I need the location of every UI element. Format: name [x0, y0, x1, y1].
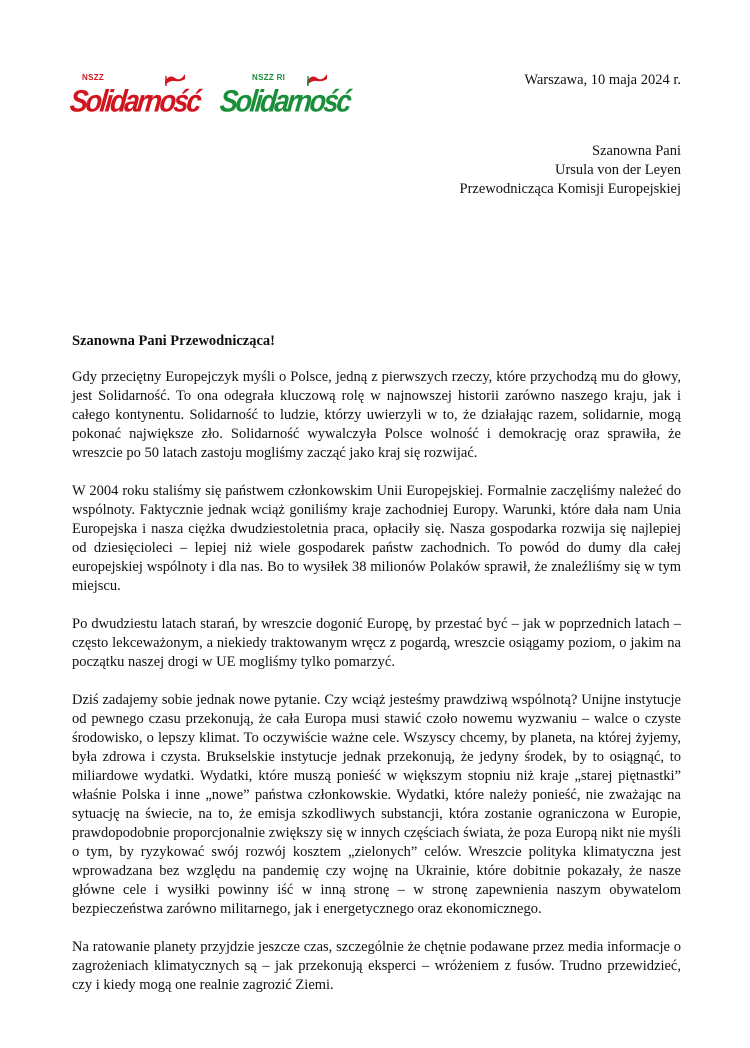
- logo-wordmark: Solidarność: [68, 84, 202, 119]
- salutation: Szanowna Pani Przewodnicząca!: [72, 333, 275, 349]
- solidarnosc-logo: [68, 70, 204, 126]
- logo-label: NSZZ RI: [252, 73, 286, 82]
- body-paragraph: Na ratowanie planety przyjdzie jeszcze czas, szczególnie że chętnie podawane przez media informacje o zagrożeniach klimatycznych są – jak przekonują eksperci – wróżeniem z fusów. Trudno przewidzieć, czy i kiedy mogą one realnie zagrozić Ziemi.: [72, 939, 681, 993]
- body-paragraph: W 2004 roku staliśmy się państwem członkowskim Unii Europejskiej. Formalnie zaczęliśmy należeć do wspólnoty. Faktycznie jednak wciąż goniliśmy kraje zachodniej Europy. Warunki, które dała nam Unia Europejska i nasza ciężka dwudziestoletnia praca, opłaciły się. Nasza gospodarka rozwija się najlepiej od dziesięcioleci – lepiej niż wiele gospodarek państw zachodnich. To powód do dumy dla całej europejskiej wspólnoty i dla nas. Bo to wysiłek 38 milionów Polaków sprawił, że znaleźliśmy się w tym miejscu.: [72, 483, 681, 594]
- body-paragraph: Gdy przeciętny Europejczyk myśli o Polsce, jedną z pierwszych rzeczy, które przychodzą mu do głowy, jest Solidarność. To ona odegrała kluczową rolę w najnowszej historii zarówno naszego kraju, jak i całego kontynentu. Solidarność to ludzie, którzy uwierzyli w to, że działając razem, solidarnie, mogą pokonać największe zło. Solidarność wywalczyła Polsce wolność i demokrację oraz sprawiła, że wreszcie po 50 latach zastoju mogliśmy zacząć jako kraj się rozwijać.: [72, 369, 681, 461]
- logo-label: NSZZ: [82, 73, 105, 82]
- letterhead-logos: [68, 70, 362, 126]
- solidarnosc-ri-logo: [218, 70, 354, 126]
- body-paragraph: Po dwudziestu latach starań, by wreszcie dogonić Europę, by przestać być – jak w poprzednich latach – często lekceważonym, a niekiedy traktowanym wręcz z pogardą, wreszcie osiągamy poziom, o jakim na początku naszej drogi w UE mogliśmy tylko pomarzyć.: [72, 616, 681, 670]
- logo-wordmark: Solidarność: [218, 84, 352, 119]
- addressee-name: Ursula von der Leyen: [554, 162, 681, 178]
- body-paragraph: Dziś zadajemy sobie jednak nowe pytanie. Czy wciąż jesteśmy prawdziwą wspólnotą? Unijne instytucje od pewnego czasu przekonują, że cała Europa musi stawić czoło nowemu wyzwaniu – walce o czyste środowisko, o lepszy klimat. To oczywiście ważne cele. Wszyscy chcemy, by planeta, na której żyjemy, była zdrowa i czysta. Brukselskie instytucje jednak przekonują, że jedyny środek, by to osiągnąć, to miliardowe wydatki. Wydatki, które muszą ponieść w większym stopniu niż kraje „starej piętnastki” właśnie Polska i inne „nowe” państwa członkowskie. Wydatki, które należy ponieść, nie zważając na sytuację na świecie, na to, że emisja szkodliwych substancji, która zostanie ograniczona w Europie, prawdopodobnie proporcjonalnie zwiększy się w innych częściach świata, że poza Europą nikt nie myśli o tym, by ryzykować swój rozwój kosztem „zielonych” celów. Wreszcie polityka klimatyczna jest wprowadzana bez względu na pandemię czy wojnę na Ukrainie, które dobitnie pokazały, że nasze główne cele i wysiłki powinny iść w inną stronę – w stronę zapewnienia naszym obywatelom bezpieczeństwa zarówno militarnego, jak i energetycznego oraz ekonomicznego.: [72, 692, 681, 917]
- place-date: Warszawa, 10 maja 2024 r.: [524, 72, 681, 88]
- addressee-line: Szanowna Pani: [592, 143, 681, 159]
- addressee-block: [460, 142, 681, 199]
- addressee-title: Przewodnicząca Komisji Europejskiej: [459, 181, 681, 197]
- letter-body: [72, 368, 681, 1014]
